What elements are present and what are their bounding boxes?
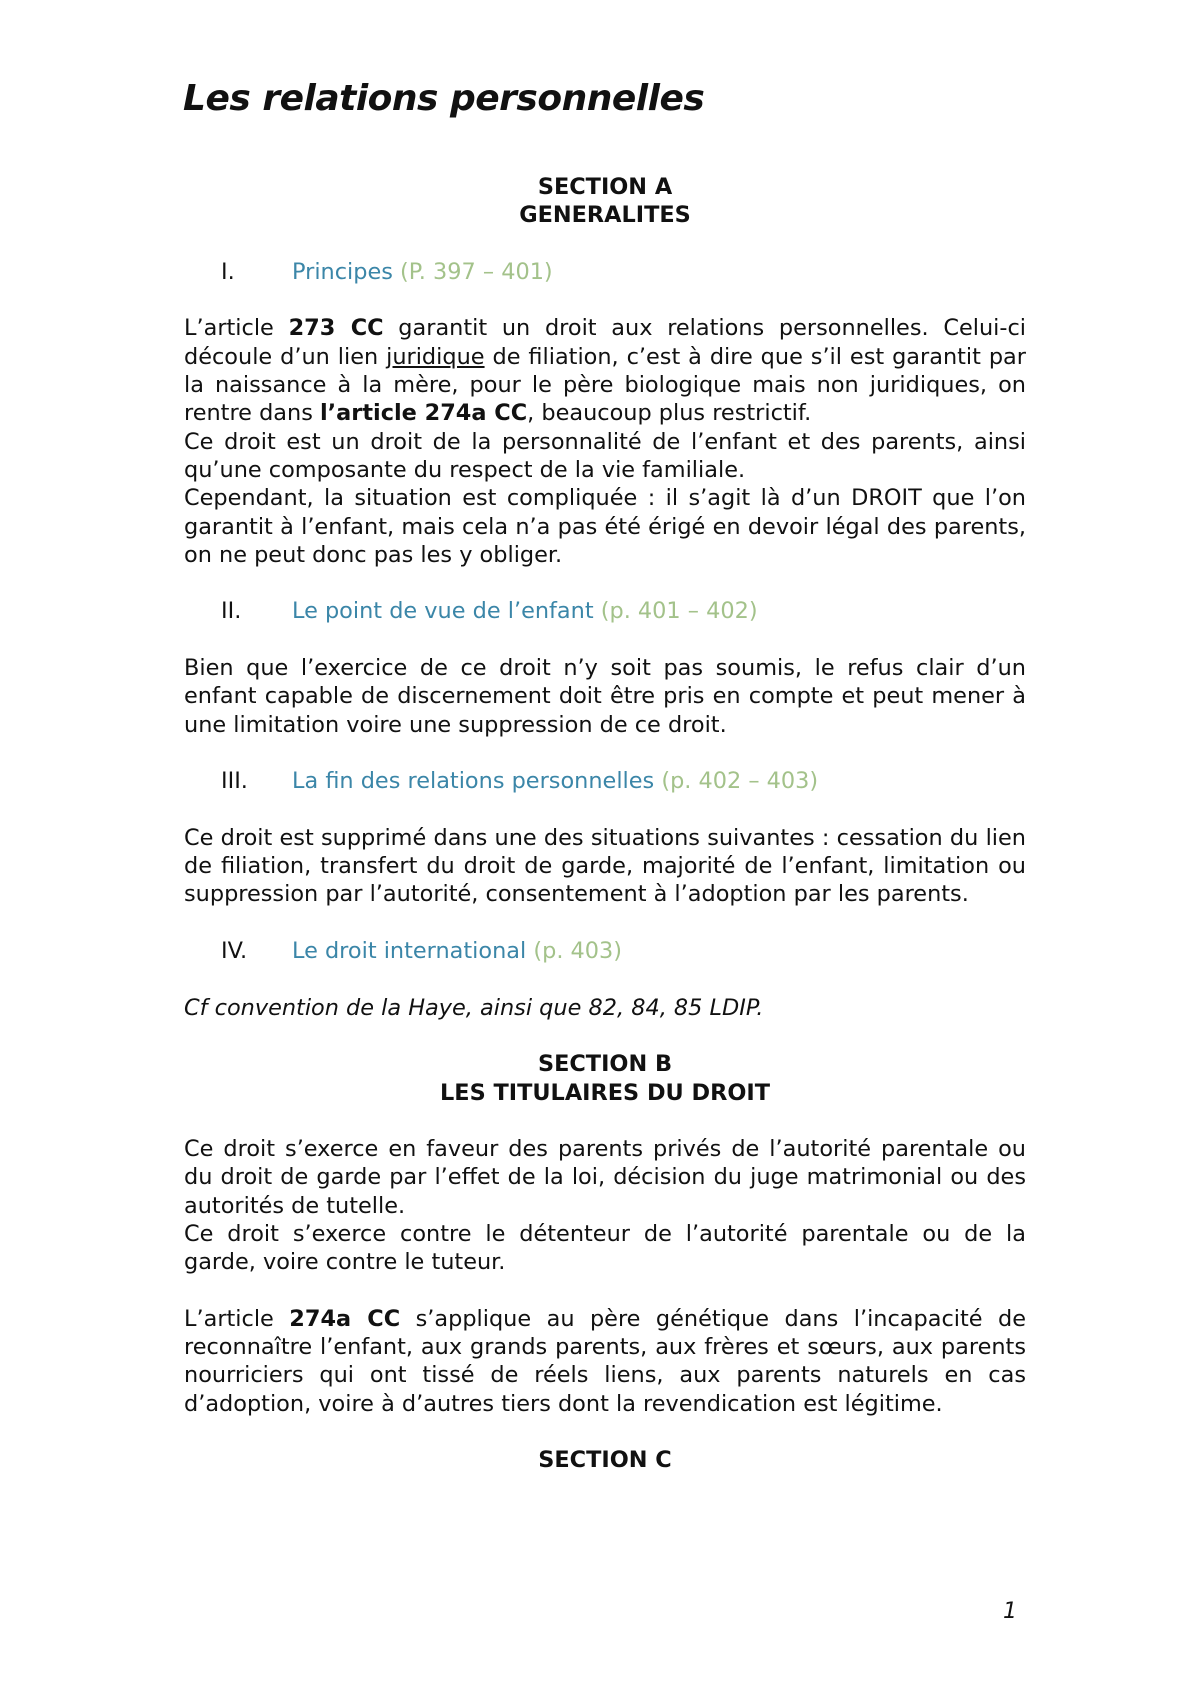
- paragraph-1: L’article 273 CC garantit un droit aux relations personnelles. Celui-ci découle d’un lien juridique de filiation, c’est à dire que s’il est garantit par la naissance à la mère, pour le père biologique mais non juridiques, on rentre dans l’article 274a CC, beaucoup plus restrictif.: [184, 315, 1026, 427]
- heading-4-pages: (p. 403): [533, 938, 623, 965]
- heading-2: [184, 597, 1026, 625]
- heading-3-pages: (p. 402 – 403): [661, 768, 819, 795]
- section-a-label: SECTION A: [537, 174, 673, 200]
- document-body: [184, 173, 1026, 1475]
- section-b-label: SECTION B: [537, 1051, 673, 1078]
- heading-1-label: Principes: [292, 258, 393, 285]
- paragraph-9: L’article 274a CC s’applique au père génétique dans l’incapacité de reconnaître l’enfant, aux grands parents, aux frères et sœurs, aux parents nourriciers qui ont tissé de réels liens, aux parents naturels en cas d’adoption, voire à d’autres tiers dont la revendication est légitime.: [184, 1305, 1026, 1417]
- section-b-subtitle: LES TITULAIRES DU DROIT: [440, 1079, 770, 1106]
- paragraph-7: Ce droit s’exerce en faveur des parents privés de l’autorité parentale ou du droit de garde par l’effet de la loi, décision du juge matrimonial ou des autorités de tutelle.: [184, 1136, 1026, 1219]
- paragraph-6: Cf convention de la Haye, ainsi que 82, 84, 85 LDIP.: [184, 994, 764, 1021]
- paragraph-3: Cependant, la situation est compliquée : il s’agit là d’un DROIT que l’on garantit à l’enfant, mais cela n’a pas été érigé en devoir légal des parents, on ne peut donc pas les y obliger.: [184, 485, 1026, 568]
- heading-3-label: La fin des relations personnelles: [292, 768, 655, 795]
- section-c-label: SECTION C: [538, 1447, 672, 1474]
- heading-4: [184, 937, 1026, 965]
- heading-1: [184, 258, 1026, 286]
- heading-4-number: IV.: [221, 938, 248, 965]
- section-a-subtitle: GENERALITES: [519, 202, 691, 229]
- paragraph-8: Ce droit s’exerce contre le détenteur de l’autorité parentale ou de la garde, voire contre le tuteur.: [184, 1220, 1026, 1276]
- paragraph-5: Ce droit est supprimé dans une des situations suivantes : cessation du lien de filiation, transfert du droit de garde, majorité de l’enfant, limitation ou suppression par l’autorité, consentement à l’adoption par les parents.: [184, 824, 1026, 908]
- heading-4-label: Le droit international: [292, 938, 527, 965]
- document-title: Les relations personnelles: [183, 78, 705, 119]
- heading-2-pages: (p. 401 – 402): [600, 598, 758, 625]
- heading-1-pages: (P. 397 – 401): [400, 258, 553, 285]
- paragraph-2: Ce droit est un droit de la personnalité de l’enfant et des parents, ainsi qu’une composante du respect de la vie familiale.: [184, 428, 1026, 483]
- heading-1-number: I.: [221, 258, 235, 285]
- heading-2-label: Le point de vue de l’enfant: [292, 598, 594, 625]
- heading-3: [184, 767, 1026, 795]
- heading-3-number: III.: [221, 768, 248, 795]
- page-number: 1: [1003, 1599, 1017, 1624]
- heading-2-number: II.: [221, 598, 242, 625]
- paragraph-4: Bien que l’exercice de ce droit n’y soit pas soumis, le refus clair d’un enfant capable de discernement doit être pris en compte et peut mener à une limitation voire une suppression de ce droit.: [184, 655, 1026, 738]
